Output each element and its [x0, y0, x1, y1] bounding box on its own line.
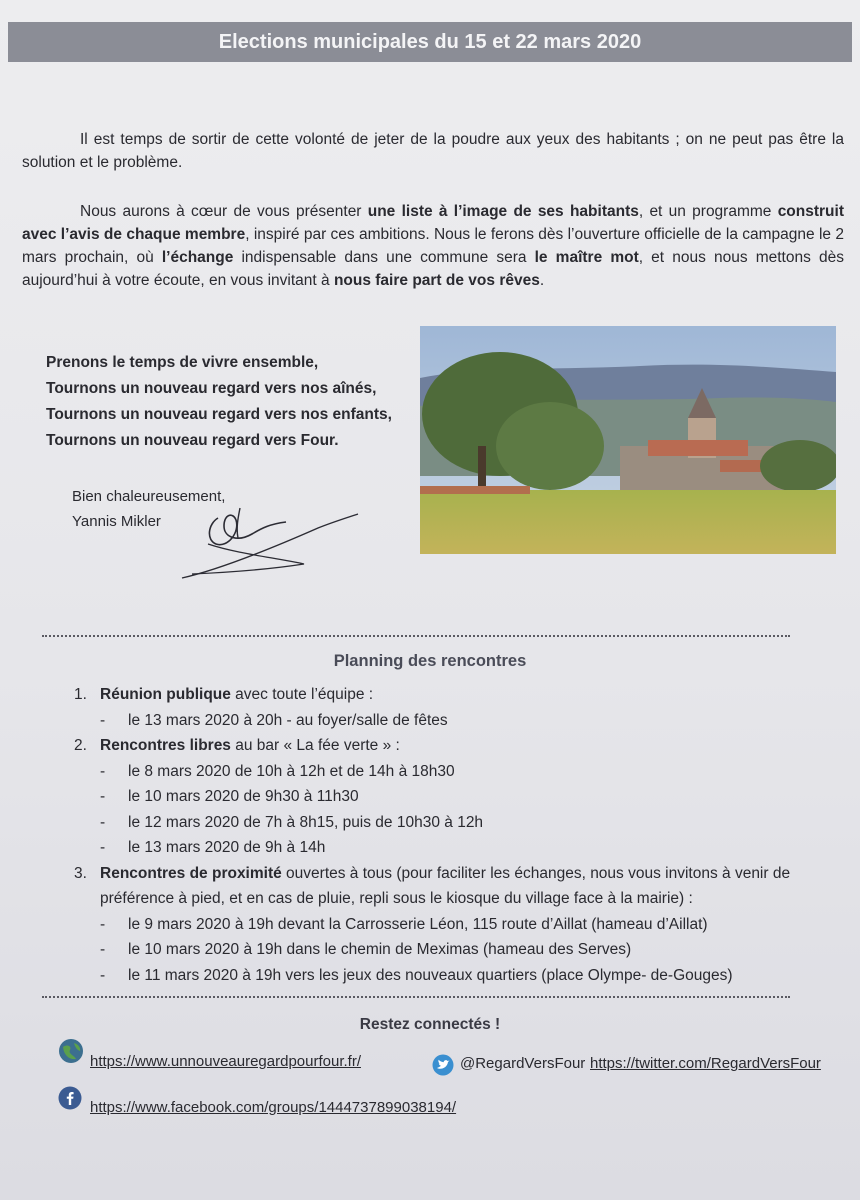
facebook-icon	[58, 1086, 82, 1110]
twitter-handle: @RegardVersFour	[460, 1055, 586, 1072]
sub-item: - le 10 mars 2020 de 9h30 à 11h30	[100, 788, 359, 805]
dotted-separator	[42, 996, 790, 998]
signoff-name: Yannis Mikler	[72, 513, 161, 530]
signoff-greeting: Bien chaleureusement,	[72, 488, 226, 505]
planning-title: Planning des rencontres	[333, 652, 527, 670]
sub-item: - le 10 mars 2020 à 19h dans le chemin de Meximas (hameau des Serves)	[100, 941, 632, 958]
twitter-icon	[432, 1054, 454, 1076]
twitter-link[interactable]: https://twitter.com/RegardVersFour	[590, 1055, 821, 1072]
list-item: 1. Réunion publique avec toute l’équipe :	[74, 686, 374, 703]
sub-item: - le 13 mars 2020 de 9h à 14h	[100, 839, 326, 856]
list-item: 3. Rencontres de proximité ouvertes à tous (pour faciliter les échanges, nous vous invitons à venir de	[74, 864, 791, 882]
facebook-link[interactable]: https://www.facebook.com/groups/1444737899038194/	[90, 1099, 457, 1116]
page-title-text: Elections municipales du 15 et 22 mars 2020	[218, 30, 642, 53]
intro-paragraph-1: Il est temps de sortir de cette volonté de jeter de la poudre aux yeux des habitants ; on ne peut pas être la solution et le problème.	[22, 131, 844, 171]
intro-paragraph-2: Nous aurons à cœur de vous présenter une liste à l’image de ses habitants, et un programme construit avec l’avis de chaque membre, inspiré par ces ambitions. Nous le ferons dès l’ouverture officielle de la campagne le 2 mars prochain, où l’échange indispensable dans une commune sera le maître mot, et nous nous mettons dès aujourd’hui à votre écoute, en vous invitant à nous faire part de vos rêves.	[22, 203, 844, 289]
handwritten-signature	[178, 504, 363, 582]
poem-line: Tournons un nouveau regard vers nos aînés,	[46, 380, 377, 397]
sub-item: - le 11 mars 2020 à 19h vers les jeux des nouveaux quartiers (place Olympe- de-Gouges)	[100, 966, 733, 984]
page-title	[8, 22, 852, 62]
list-item-continuation: préférence à pied, et en cas de pluie, repli sous le kiosque du village face à la mairie) :	[100, 890, 693, 907]
list-item: 2. Rencontres libres au bar « La fée verte » :	[74, 737, 400, 754]
sub-item: - le 9 mars 2020 à 19h devant la Carrosserie Léon, 115 route d’Aillat (hameau d’Aillat)	[100, 915, 708, 933]
poem-line: Tournons un nouveau regard vers nos enfants,	[46, 406, 392, 423]
website-link[interactable]: https://www.unnouveauregardpourfour.fr/	[90, 1053, 361, 1070]
sub-item: - le 8 mars 2020 de 10h à 12h et de 14h à 18h30	[100, 762, 455, 780]
sub-item: - le 13 mars 2020 à 20h - au foyer/salle de fêtes	[100, 711, 448, 729]
village-photo	[420, 326, 836, 554]
connect-title: Restez connectés !	[359, 1016, 501, 1033]
sub-item: - le 12 mars 2020 de 7h à 8h15, puis de 10h30 à 12h	[100, 813, 484, 831]
globe-icon	[58, 1038, 84, 1064]
planning-list	[74, 682, 844, 988]
poem-line: Prenons le temps de vivre ensemble,	[46, 354, 319, 371]
poem-block	[46, 350, 392, 454]
poem-line: Tournons un nouveau regard vers Four.	[46, 432, 339, 449]
dotted-separator	[42, 635, 790, 637]
